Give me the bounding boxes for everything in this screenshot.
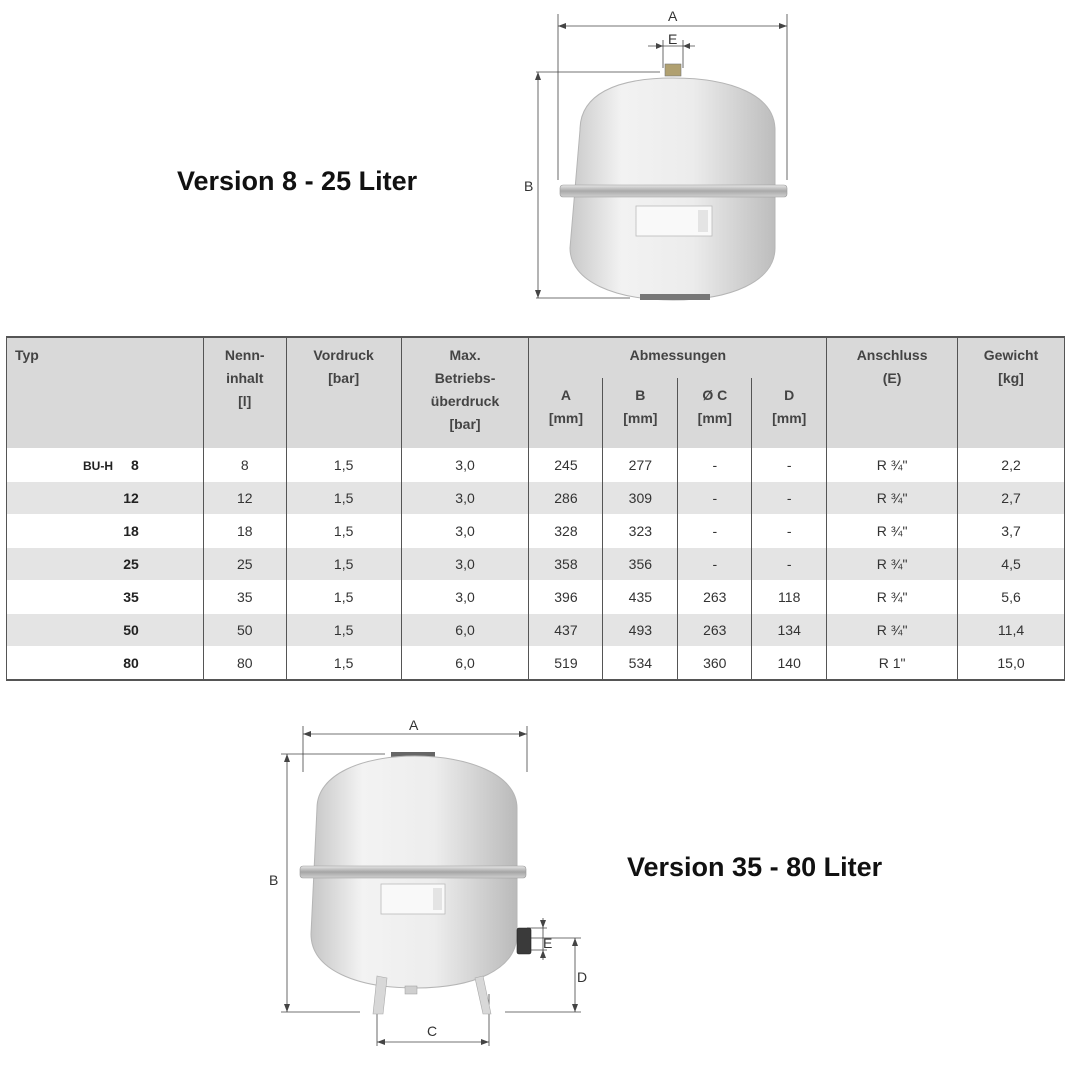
cell-anschluss: R 1" [827,647,958,681]
cell-typ: 12 [7,482,204,515]
header-typ: Typ [7,337,204,449]
dimension-e-label: E [543,935,553,951]
cell-d: - [752,449,827,482]
cell-typ: 25 [7,548,204,581]
table-row [7,614,1065,647]
cell-inhalt: 8 [203,449,286,482]
table-row [7,482,1065,515]
cell-max: 3,0 [401,449,529,482]
cell-d: 134 [752,614,827,647]
vessel-clamp-ring [560,185,787,197]
cell-d: 140 [752,647,827,681]
dimension-e-label: E [668,31,678,47]
header-b: B [mm] [603,378,678,449]
cell-d: - [752,548,827,581]
cell-a: 245 [529,449,603,482]
header-anschluss: Anschluss (E) [827,337,958,449]
cell-b: 309 [603,482,678,515]
cell-a: 519 [529,647,603,681]
cell-vordruck: 1,5 [286,515,401,548]
cell-max: 3,0 [401,581,529,614]
cell-inhalt: 18 [203,515,286,548]
cell-typ: 50 [7,614,204,647]
cell-vordruck: 1,5 [286,614,401,647]
dimension-c-label: C [427,1023,438,1039]
cell-d: - [752,515,827,548]
cell-max: 3,0 [401,515,529,548]
cell-typ: 18 [7,515,204,548]
cell-b: 493 [603,614,678,647]
cell-c: - [678,449,752,482]
vessel-clamp-ring [300,866,526,878]
header-d: D [mm] [752,378,827,449]
dimension-a-label: A [668,8,678,24]
specification-table [6,336,1065,681]
cell-anschluss: R ¾" [827,548,958,581]
cell-typ: BU-H 8 [7,449,204,482]
cell-anschluss: R ¾" [827,614,958,647]
large-vessel-drawing [265,712,595,1057]
header-a: A [mm] [529,378,603,449]
cell-anschluss: R ¾" [827,515,958,548]
cell-c: 360 [678,647,752,681]
cell-gewicht: 11,4 [958,614,1065,647]
cell-d: 118 [752,581,827,614]
cell-gewicht: 2,7 [958,482,1065,515]
version-small-label: Version 8 - 25 Liter [177,166,418,196]
cell-c: - [678,515,752,548]
cell-inhalt: 50 [203,614,286,647]
cell-d: - [752,482,827,515]
cell-gewicht: 2,2 [958,449,1065,482]
table-row [7,647,1065,681]
cell-c: - [678,482,752,515]
cell-b: 277 [603,449,678,482]
type-prefix: BU-H [82,459,113,473]
dimension-d-label: D [577,969,588,985]
table-row [7,581,1065,614]
cell-gewicht: 4,5 [958,548,1065,581]
cell-b: 534 [603,647,678,681]
cell-c: - [678,548,752,581]
header-abmessungen: Abmessungen [529,337,827,378]
cell-max: 3,0 [401,548,529,581]
version-large-label: Version 35 - 80 Liter [627,852,883,882]
header-nenninhalt: Nenn- inhalt [l] [203,337,286,449]
vessel-base [640,294,710,300]
cell-max: 3,0 [401,482,529,515]
cell-b: 435 [603,581,678,614]
cell-vordruck: 1,5 [286,548,401,581]
cell-a: 396 [529,581,603,614]
cell-vordruck: 1,5 [286,581,401,614]
header-gewicht: Gewicht [kg] [958,337,1065,449]
cell-inhalt: 12 [203,482,286,515]
table-row [7,548,1065,581]
cell-gewicht: 5,6 [958,581,1065,614]
table-row [7,515,1065,548]
header-vordruck: Vordruck [bar] [286,337,401,449]
cell-vordruck: 1,5 [286,482,401,515]
cell-max: 6,0 [401,614,529,647]
cell-gewicht: 15,0 [958,647,1065,681]
cell-inhalt: 25 [203,548,286,581]
cell-max: 6,0 [401,647,529,681]
small-vessel-drawing [520,0,810,310]
cell-vordruck: 1,5 [286,647,401,681]
cell-c: 263 [678,614,752,647]
cell-anschluss: R ¾" [827,482,958,515]
cell-c: 263 [678,581,752,614]
cell-vordruck: 1,5 [286,449,401,482]
connection-fitting [665,64,681,76]
table-row [7,449,1065,482]
cell-a: 286 [529,482,603,515]
cell-typ: 80 [7,647,204,681]
cell-b: 323 [603,515,678,548]
header-c: Ø C [mm] [678,378,752,449]
cell-a: 328 [529,515,603,548]
cell-a: 358 [529,548,603,581]
cell-inhalt: 35 [203,581,286,614]
dimension-a-label: A [409,717,419,733]
cell-gewicht: 3,7 [958,515,1065,548]
cell-a: 437 [529,614,603,647]
cell-b: 356 [603,548,678,581]
header-max-druck: Max. Betriebs- überdruck [bar] [401,337,529,449]
cell-anschluss: R ¾" [827,581,958,614]
side-connection-fitting [517,928,531,954]
cell-typ: 35 [7,581,204,614]
cell-inhalt: 80 [203,647,286,681]
cell-anschluss: R ¾" [827,449,958,482]
dimension-b-label: B [269,872,279,888]
dimension-b-label: B [524,178,534,194]
